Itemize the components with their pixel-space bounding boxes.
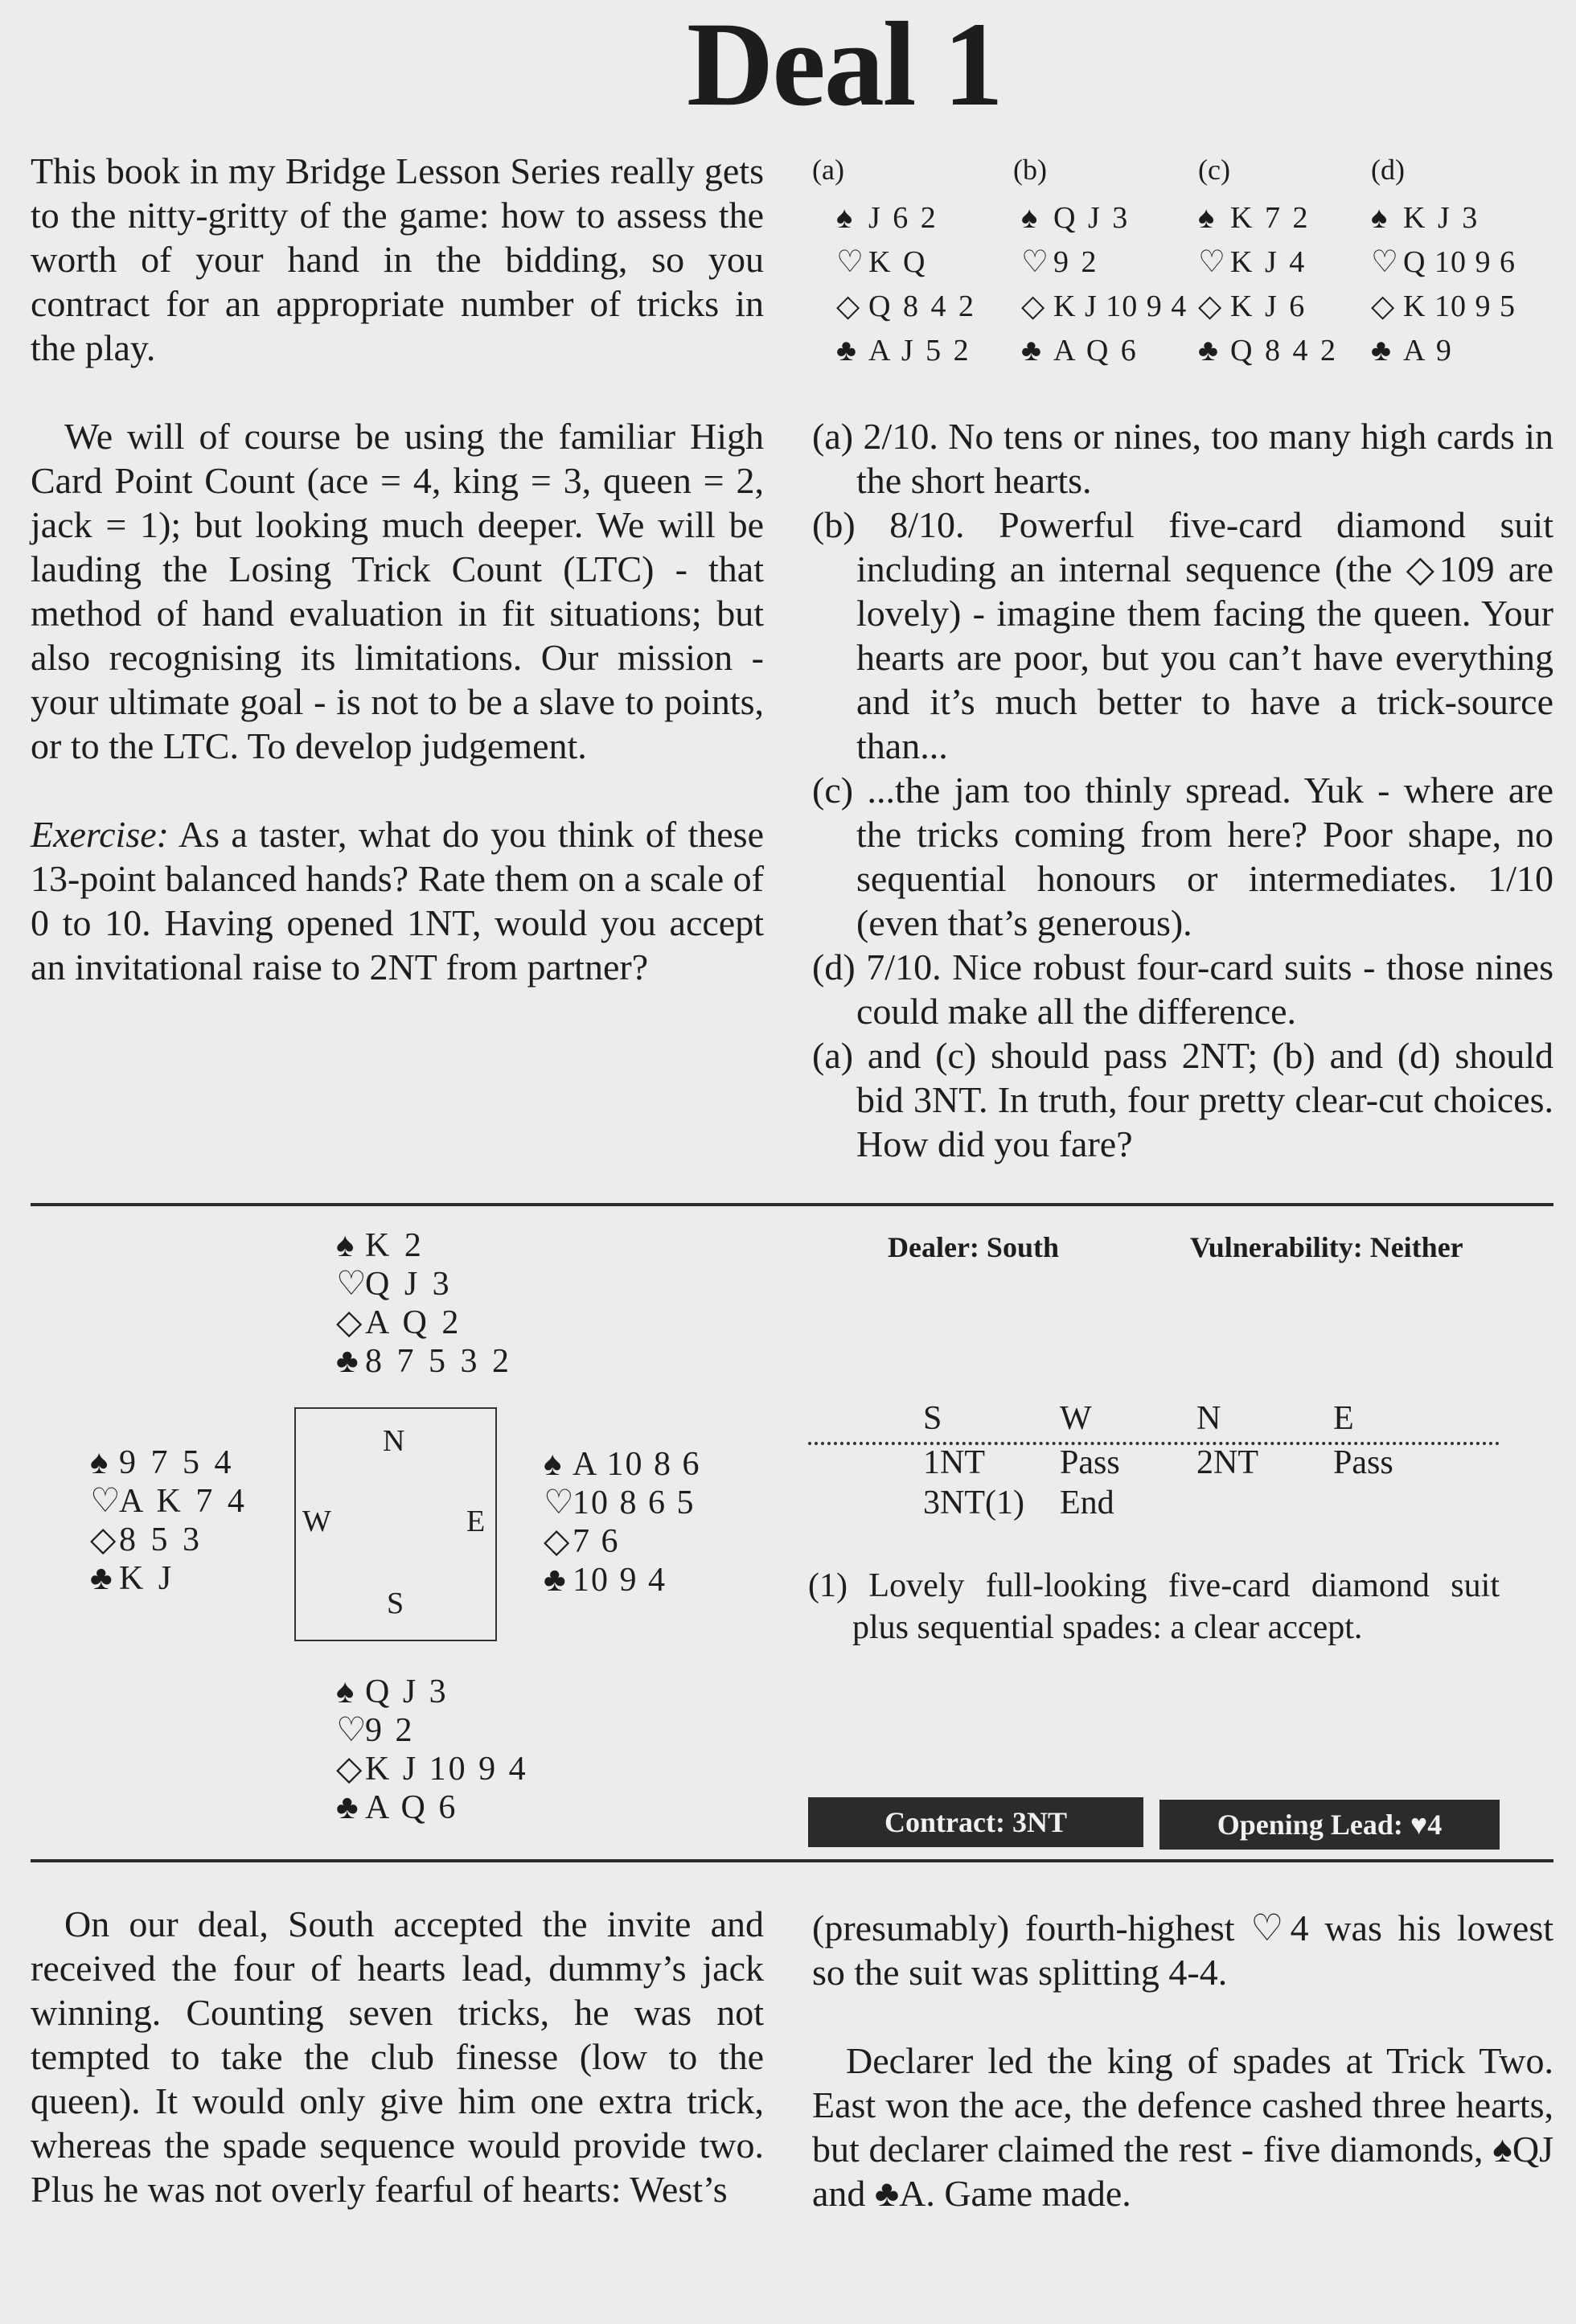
- east-clubs: ♣ 10 9 4: [544, 1562, 667, 1599]
- auction-divider: [808, 1442, 1500, 1445]
- diamond-icon: ◇: [1198, 289, 1225, 323]
- compass-north: N: [383, 1424, 405, 1458]
- play-paragraph-3: Declarer led the king of spades at Trick Two. East won the ace, the defence cashed three hearts, but declarer claimed the rest - five diamonds, ♠QJ and ♣A. Game made.: [812, 2040, 1553, 2214]
- contract-bar: Contract: 3NT: [808, 1797, 1143, 1847]
- exercise-text: As a taster, what do you think of these 13-point balanced hands? Rate them on a scale of 0 to 10. Having opened 1NT, would you accept an invitational raise to 2NT from partner?: [31, 814, 765, 987]
- play-left-column: [31, 1902, 764, 2211]
- answer-summary: (a) and (c) should pass 2NT; (b) and (d) should bid 3NT. In truth, four pretty clear-cut choices. How did you fare?: [812, 1035, 1553, 1164]
- club-icon: ♣: [336, 1343, 362, 1380]
- north-spades: ♠ K 2: [336, 1227, 425, 1264]
- west-hand: [90, 1443, 248, 1598]
- south-diamonds: ◇K J 10 9 4: [336, 1751, 528, 1788]
- heart-icon: ♡: [544, 1484, 576, 1521]
- clubs-line: ♣ A Q 6: [1013, 329, 1198, 373]
- compass-east: E: [466, 1505, 486, 1538]
- bid-pass-w: Pass: [1060, 1444, 1120, 1481]
- answer-a: (a) 2/10. No tens or nines, too many high cards in the short hearts.: [812, 416, 1553, 501]
- answer-c: (c) ...the jam too thinly spread. Yuk - where are the tricks coming from here? Poor shape, no sequential honours or intermediates. 1/10 (even that’s generous).: [812, 770, 1553, 943]
- heart-icon: ♡: [336, 1266, 370, 1303]
- club-icon: ♣: [336, 1789, 361, 1826]
- auction-header-w: W: [1060, 1400, 1092, 1437]
- heart-icon: ♡: [1198, 245, 1229, 279]
- diamond-icon: ◇: [1021, 289, 1046, 323]
- answer-b: (b) 8/10. Powerful five-card diamond suit including an internal sequence (the ◇109 are lovely) - imagine them facing the queen. Your hearts are poor, but you can’t have everything and it’s much better to have a trick-source than...: [812, 504, 1553, 766]
- exercise-hand-d: [1363, 153, 1552, 373]
- spade-icon: ♠: [336, 1673, 357, 1710]
- bid-pass-e: Pass: [1333, 1444, 1393, 1481]
- opening-lead-bar: Opening Lead: ♥4: [1159, 1800, 1500, 1850]
- spade-icon: ♠: [90, 1444, 112, 1481]
- north-diamonds: ◇A Q 2: [336, 1304, 462, 1341]
- diamond-icon: ◇: [836, 289, 863, 323]
- north-clubs: ♣ 8 7 5 3 2: [336, 1343, 512, 1380]
- spade-icon: ♠: [1198, 201, 1217, 235]
- hand-label: (c): [1198, 154, 1230, 186]
- spade-icon: ♠: [1371, 201, 1390, 235]
- compass-west: W: [302, 1505, 331, 1538]
- play-paragraph-2: (presumably) fourth-highest ♡4 was his lowest so the suit was splitting 4-4.: [812, 1907, 1553, 1993]
- exercise-hand-c: [1190, 153, 1367, 373]
- exercise-hand-b: [1013, 153, 1198, 373]
- exercise-label: Exercise:: [31, 814, 169, 855]
- south-clubs: ♣ A Q 6: [336, 1789, 458, 1826]
- club-icon: ♣: [1021, 334, 1044, 367]
- intro-paragraph-2: We will of course be using the familiar High Card Point Count (ace = 4, king = 3, queen = 2, jack = 1); but looking much deeper. We will be lauding the Losing Trick Count (LTC) - that method of hand evaluation in fit situations; but also recognising its limitations. Our mission - your ultimate goal - is not to be a slave to points, or to the LTC. To develop judgement.: [31, 416, 764, 766]
- heart-icon: ♡: [1021, 245, 1052, 279]
- west-diamonds: ◇8 5 3: [90, 1521, 203, 1558]
- divider-top: [31, 1203, 1553, 1206]
- bid-2nt: 2NT: [1196, 1444, 1258, 1481]
- diamonds-line: ◇ K J 6: [1190, 285, 1367, 329]
- exercise-paragraph: [31, 812, 764, 989]
- clubs-line: ♣ A J 5 2: [812, 329, 997, 373]
- bid-3nt: 3NT(1): [923, 1484, 1024, 1521]
- hearts-line: ♡K Q: [812, 240, 997, 285]
- auction-table: [808, 1399, 1500, 1536]
- spades-line: ♠ K 7 2: [1190, 196, 1367, 240]
- diamond-icon: ◇: [336, 1751, 365, 1788]
- spade-icon: ♠: [336, 1227, 358, 1264]
- answer-d: (d) 7/10. Nice robust four-card suits - those nines could make all the difference.: [812, 946, 1553, 1032]
- heart-icon: ♡: [1371, 245, 1400, 279]
- page-title: Deal 1: [686, 0, 1003, 131]
- hearts-line: ♡9 2: [1013, 240, 1198, 285]
- answers-column: [812, 414, 1553, 1166]
- auction-header-e: E: [1333, 1400, 1354, 1437]
- spade-icon: ♠: [836, 201, 856, 235]
- diamond-icon: ◇: [336, 1304, 366, 1341]
- club-icon: ♣: [1198, 334, 1221, 367]
- spade-icon: ♠: [544, 1446, 564, 1483]
- west-spades: ♠ 9 7 5 4: [90, 1444, 235, 1481]
- west-hearts: ♡A K 7 4: [90, 1483, 248, 1520]
- club-icon: ♣: [836, 334, 859, 367]
- auction-note: (1) Lovely full-looking five-card diamond suit plus sequential spades: a clear accept.: [808, 1567, 1500, 1646]
- north-hand: [336, 1226, 512, 1381]
- hand-label: (a): [812, 154, 844, 186]
- intro-column: [31, 149, 764, 989]
- bid-1nt: 1NT: [923, 1444, 985, 1481]
- auction-note-block: [808, 1565, 1500, 1649]
- vulnerability-label: Vulnerability: Neither: [1190, 1231, 1463, 1263]
- north-hearts: ♡Q J 3: [336, 1266, 453, 1303]
- clubs-line: ♣ Q 8 4 2: [1190, 329, 1367, 373]
- intro-paragraph-1: This book in my Bridge Lesson Series really gets to the nitty-gritty of the game: how to assess the worth of your hand in the bidding, so you contract for an appropriate number of tricks in the play.: [31, 150, 764, 368]
- bid-end: End: [1060, 1484, 1114, 1521]
- diamonds-line: ◇ K J 10 9 4: [1013, 285, 1198, 329]
- hearts-line: ♡K J 4: [1190, 240, 1367, 285]
- east-diamonds: ◇7 6: [544, 1523, 620, 1560]
- clubs-line: ♣ A 9: [1363, 329, 1552, 373]
- heart-icon: ♡: [336, 1712, 369, 1749]
- diamonds-line: ◇ Q 8 4 2: [812, 285, 997, 329]
- east-spades: ♠ A 10 8 6: [544, 1446, 701, 1483]
- spades-line: ♠ K J 3: [1363, 196, 1552, 240]
- exercise-hands: [812, 153, 1552, 378]
- diamonds-line: ◇ K 10 9 5: [1363, 285, 1552, 329]
- divider-bottom: [31, 1859, 1553, 1862]
- club-icon: ♣: [90, 1560, 116, 1597]
- east-hand: [544, 1445, 701, 1599]
- hand-label: (b): [1013, 154, 1047, 186]
- dealer-label: Dealer: South: [888, 1231, 1059, 1263]
- auction-header-s: S: [923, 1400, 942, 1437]
- compass-south: S: [387, 1587, 404, 1620]
- club-icon: ♣: [544, 1562, 568, 1599]
- spade-icon: ♠: [1021, 201, 1040, 235]
- play-right-column: [812, 1906, 1553, 2215]
- heart-icon: ♡: [836, 245, 867, 279]
- auction-header-n: N: [1196, 1400, 1221, 1437]
- exercise-hand-a: [812, 153, 997, 373]
- hand-label: (d): [1371, 154, 1405, 186]
- south-hand: [336, 1673, 528, 1827]
- heart-icon: ♡: [90, 1483, 124, 1520]
- club-icon: ♣: [1371, 334, 1393, 367]
- diamond-icon: ◇: [544, 1523, 572, 1560]
- diamond-icon: ◇: [1371, 289, 1396, 323]
- west-clubs: ♣ K J: [90, 1560, 175, 1597]
- play-paragraph-1: On our deal, South accepted the invite and received the four of hearts lead, dummy’s jack winning. Counting seven tricks, he was not tempted to take the club finesse (low to the queen). It would only give him one extra trick, whereas the spade sequence would provide two. Plus he was not overly fearful of hearts: West’s: [31, 1903, 764, 2210]
- spades-line: ♠ J 6 2: [812, 196, 997, 240]
- diamond-icon: ◇: [90, 1521, 120, 1558]
- east-hearts: ♡10 8 6 5: [544, 1484, 696, 1521]
- spades-line: ♠ Q J 3: [1013, 196, 1198, 240]
- hearts-line: ♡ Q 10 9 6: [1363, 240, 1552, 285]
- compass-box: [294, 1407, 497, 1641]
- south-spades: ♠ Q J 3: [336, 1673, 449, 1710]
- south-hearts: ♡9 2: [336, 1712, 415, 1749]
